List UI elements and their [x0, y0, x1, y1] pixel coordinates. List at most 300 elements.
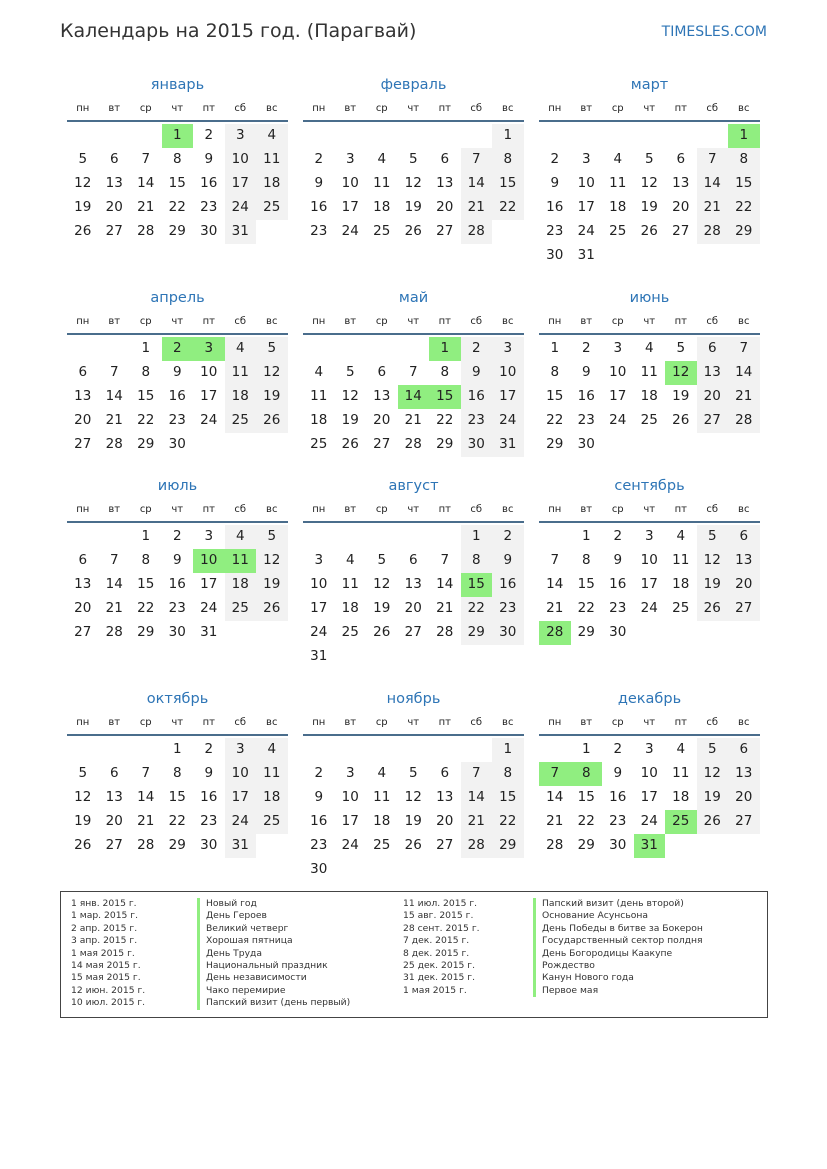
- day-cell: 2: [204, 741, 214, 757]
- legend-line: 2 апр. 2015 г.: [71, 922, 138, 934]
- day-cell: 8: [461, 549, 493, 573]
- day-cell: 29: [168, 837, 186, 853]
- day-cell: 21: [436, 600, 454, 616]
- day-cell: 28: [105, 436, 123, 452]
- weekday-label: ср: [611, 103, 624, 114]
- day-cell: 21: [137, 199, 155, 215]
- day-cell: 30: [200, 837, 218, 853]
- day-cell: 14: [697, 172, 729, 196]
- day-cell: 29: [492, 834, 524, 858]
- weekday-label: вс: [738, 316, 750, 327]
- day-cell: 8: [141, 552, 151, 568]
- day-cell: 7: [141, 765, 151, 781]
- day-cell: 17: [225, 172, 257, 196]
- day-cell: 15: [168, 175, 186, 191]
- empty-cell: [335, 337, 367, 361]
- weekday-header: [67, 313, 288, 335]
- weekday-label: сб: [470, 316, 483, 327]
- day-cell: 27: [74, 624, 92, 640]
- day-cell: 12: [404, 175, 422, 191]
- weekday-label: пн: [548, 316, 562, 327]
- weekday-label: вс: [738, 103, 750, 114]
- month-name: апрель: [150, 290, 205, 306]
- month-name: сентябрь: [614, 478, 685, 494]
- weekday-label: вс: [502, 316, 514, 327]
- day-cell: 4: [676, 741, 686, 757]
- day-cell: 13: [74, 576, 92, 592]
- day-cell: 29: [577, 837, 595, 853]
- legend-line: Национальный праздник: [206, 960, 328, 972]
- day-cell: 26: [404, 837, 422, 853]
- month-8: [303, 471, 524, 669]
- day-cell: 5: [676, 340, 686, 356]
- day-cell: 17: [310, 600, 328, 616]
- empty-cell: [303, 337, 335, 361]
- weekday-label: вт: [344, 316, 357, 327]
- day-cell: 5: [408, 151, 418, 167]
- day-cell: 9: [172, 364, 182, 380]
- day-cell: 20: [373, 412, 391, 428]
- day-cell: 5: [408, 765, 418, 781]
- holiday-legend: [60, 891, 768, 1018]
- day-cell: 15: [168, 789, 186, 805]
- month-name: июль: [157, 478, 198, 494]
- day-cell: 1: [581, 741, 591, 757]
- day-cell: 23: [310, 837, 328, 853]
- month-name: январь: [150, 77, 205, 93]
- empty-cell: [571, 124, 603, 148]
- empty-cell: [539, 738, 571, 762]
- legend-line: 1 мая 2015 г.: [71, 947, 135, 959]
- day-cell: 5: [697, 738, 729, 762]
- weekday-label: вс: [266, 103, 278, 114]
- weekday-label: сб: [234, 504, 247, 515]
- day-cell: 16: [461, 385, 493, 409]
- day-cell: 14: [137, 175, 155, 191]
- day-cell: 25: [672, 600, 690, 616]
- day-cell: 29: [728, 220, 760, 244]
- day-cell: 26: [640, 223, 658, 239]
- day-cell: 28: [461, 220, 493, 244]
- empty-cell: [335, 738, 367, 762]
- day-cell: 7: [109, 364, 119, 380]
- day-cell: 18: [225, 573, 257, 597]
- day-cell: 2: [550, 151, 560, 167]
- month-name: май: [398, 290, 429, 306]
- legend-line: 7 дек. 2015 г.: [403, 935, 470, 947]
- empty-cell: [67, 738, 99, 762]
- day-cell: 18: [341, 600, 359, 616]
- day-cell: 2: [204, 127, 214, 143]
- weekday-label: вс: [502, 103, 514, 114]
- day-cell: 22: [137, 600, 155, 616]
- day-cell: 16: [200, 789, 218, 805]
- day-cell: 30: [492, 621, 524, 645]
- legend-dates-col-1: [71, 898, 145, 1010]
- day-cell: 3: [204, 528, 214, 544]
- day-cell: 17: [200, 388, 218, 404]
- day-cell: 10: [225, 148, 257, 172]
- holiday-day-cell: 25: [665, 810, 697, 834]
- legend-line: 14 мая 2015 г.: [71, 960, 141, 972]
- day-cell: 4: [377, 765, 387, 781]
- weekday-label: ср: [139, 316, 152, 327]
- day-cell: 19: [697, 786, 729, 810]
- holiday-day-cell: 1: [162, 124, 194, 148]
- weekday-label: сб: [470, 103, 483, 114]
- weekday-label: пн: [312, 504, 326, 515]
- day-cell: 3: [581, 151, 591, 167]
- weekday-label: ср: [375, 316, 388, 327]
- day-cell: 30: [168, 624, 186, 640]
- weekday-label: вс: [738, 717, 750, 728]
- day-cell: 24: [640, 600, 658, 616]
- empty-cell: [67, 337, 99, 361]
- weekday-label: чт: [171, 717, 184, 728]
- legend-line: Основание Асунсьона: [542, 910, 649, 922]
- day-cell: 24: [640, 813, 658, 829]
- empty-cell: [99, 525, 131, 549]
- day-cell: 8: [492, 762, 524, 786]
- weekday-header: [539, 100, 760, 122]
- day-cell: 16: [168, 388, 186, 404]
- day-cell: 8: [172, 151, 182, 167]
- holiday-day-cell: 10: [193, 549, 225, 573]
- weekday-label: сб: [706, 717, 719, 728]
- holiday-day-cell: 8: [571, 762, 603, 786]
- day-cell: 9: [492, 549, 524, 573]
- weekday-header: [303, 100, 524, 122]
- day-cell: 18: [609, 199, 627, 215]
- empty-cell: [665, 124, 697, 148]
- weekday-label: вт: [108, 717, 121, 728]
- day-cell: 15: [137, 388, 155, 404]
- empty-cell: [67, 124, 99, 148]
- day-cell: 24: [225, 810, 257, 834]
- day-cell: 5: [345, 364, 355, 380]
- day-cell: 16: [310, 813, 328, 829]
- day-cell: 27: [672, 223, 690, 239]
- day-cell: 13: [105, 175, 123, 191]
- day-cell: 19: [404, 813, 422, 829]
- day-cell: 13: [404, 576, 422, 592]
- weekday-header: [67, 100, 288, 122]
- holiday-day-cell: 15: [429, 385, 461, 409]
- day-cell: 18: [373, 199, 391, 215]
- day-cell: 20: [728, 786, 760, 810]
- day-cell: 4: [377, 151, 387, 167]
- day-cell: 1: [141, 340, 151, 356]
- weekday-label: чт: [407, 103, 420, 114]
- legend-line: Канун Нового года: [542, 972, 634, 984]
- day-cell: 26: [672, 412, 690, 428]
- day-cell: 3: [225, 738, 257, 762]
- day-cell: 20: [105, 199, 123, 215]
- day-cell: 9: [613, 552, 623, 568]
- day-cell: 28: [137, 223, 155, 239]
- legend-line: День Богородицы Каакупе: [542, 947, 673, 959]
- day-cell: 12: [341, 388, 359, 404]
- days-grid: [67, 523, 288, 645]
- empty-cell: [335, 525, 367, 549]
- weekday-label: вт: [108, 316, 121, 327]
- day-cell: 16: [546, 199, 564, 215]
- holiday-day-cell: 12: [665, 361, 697, 385]
- day-cell: 17: [341, 199, 359, 215]
- legend-names-col-1: [197, 898, 350, 1010]
- day-cell: 25: [609, 223, 627, 239]
- weekday-label: пн: [312, 316, 326, 327]
- empty-cell: [303, 738, 335, 762]
- legend-line: 31 дек. 2015 г.: [403, 972, 476, 984]
- weekday-label: пт: [438, 316, 451, 327]
- empty-cell: [461, 738, 493, 762]
- holiday-day-cell: 2: [162, 337, 194, 361]
- holiday-day-cell: 11: [225, 549, 257, 573]
- weekday-label: пн: [548, 717, 562, 728]
- days-grid: [539, 335, 760, 457]
- day-cell: 4: [676, 528, 686, 544]
- day-cell: 2: [492, 525, 524, 549]
- day-cell: 26: [341, 436, 359, 452]
- month-9: [539, 471, 760, 645]
- legend-line: День Труда: [206, 947, 263, 959]
- day-cell: 24: [341, 223, 359, 239]
- legend-line: 15 авг. 2015 г.: [403, 910, 474, 922]
- day-cell: 1: [461, 525, 493, 549]
- day-cell: 7: [461, 762, 493, 786]
- day-cell: 26: [697, 597, 729, 621]
- day-cell: 5: [78, 151, 88, 167]
- day-cell: 3: [314, 552, 324, 568]
- day-cell: 5: [78, 765, 88, 781]
- day-cell: 9: [204, 765, 214, 781]
- days-grid: [67, 122, 288, 244]
- day-cell: 13: [373, 388, 391, 404]
- empty-cell: [429, 124, 461, 148]
- weekday-label: вт: [580, 717, 593, 728]
- day-cell: 20: [728, 573, 760, 597]
- day-cell: 27: [105, 837, 123, 853]
- day-cell: 9: [581, 364, 591, 380]
- weekday-label: чт: [171, 103, 184, 114]
- day-cell: 31: [310, 648, 328, 664]
- month-4: [67, 283, 288, 457]
- day-cell: 21: [105, 600, 123, 616]
- day-cell: 5: [256, 525, 288, 549]
- days-grid: [67, 736, 288, 858]
- empty-cell: [130, 738, 162, 762]
- day-cell: 9: [550, 175, 560, 191]
- day-cell: 13: [728, 762, 760, 786]
- legend-line: 10 июл. 2015 г.: [71, 997, 146, 1009]
- day-cell: 8: [492, 148, 524, 172]
- day-cell: 26: [74, 223, 92, 239]
- day-cell: 8: [728, 148, 760, 172]
- day-cell: 2: [613, 741, 623, 757]
- day-cell: 4: [613, 151, 623, 167]
- day-cell: 25: [341, 624, 359, 640]
- days-grid: [303, 523, 524, 669]
- empty-cell: [366, 525, 398, 549]
- day-cell: 22: [168, 813, 186, 829]
- day-cell: 1: [141, 528, 151, 544]
- day-cell: 24: [310, 624, 328, 640]
- day-cell: 30: [461, 433, 493, 457]
- weekday-label: сб: [706, 316, 719, 327]
- day-cell: 20: [74, 600, 92, 616]
- empty-cell: [67, 525, 99, 549]
- day-cell: 29: [168, 223, 186, 239]
- day-cell: 28: [404, 436, 422, 452]
- weekday-label: пт: [674, 103, 687, 114]
- day-cell: 6: [440, 151, 450, 167]
- weekday-label: пн: [548, 504, 562, 515]
- weekday-label: пн: [76, 504, 90, 515]
- legend-line: Чако перемирие: [206, 984, 286, 996]
- day-cell: 2: [172, 528, 182, 544]
- weekday-label: пн: [76, 717, 90, 728]
- day-cell: 11: [373, 175, 391, 191]
- day-cell: 5: [256, 337, 288, 361]
- day-cell: 22: [546, 412, 564, 428]
- day-cell: 6: [728, 738, 760, 762]
- day-cell: 1: [581, 528, 591, 544]
- day-cell: 7: [408, 364, 418, 380]
- holiday-day-cell: 3: [193, 337, 225, 361]
- day-cell: 21: [728, 385, 760, 409]
- day-cell: 30: [200, 223, 218, 239]
- day-cell: 18: [672, 576, 690, 592]
- legend-line: 15 мая 2015 г.: [71, 972, 141, 984]
- day-cell: 15: [492, 786, 524, 810]
- legend-line: 8 дек. 2015 г.: [403, 947, 470, 959]
- weekday-header: [67, 501, 288, 523]
- day-cell: 17: [577, 199, 595, 215]
- day-cell: 24: [577, 223, 595, 239]
- day-cell: 18: [256, 786, 288, 810]
- day-cell: 8: [550, 364, 560, 380]
- month-name: февраль: [380, 77, 447, 93]
- legend-line: 25 дек. 2015 г.: [403, 960, 476, 972]
- day-cell: 27: [728, 597, 760, 621]
- days-grid: [67, 335, 288, 457]
- month-10: [67, 684, 288, 858]
- day-cell: 23: [461, 409, 493, 433]
- day-cell: 2: [314, 765, 324, 781]
- day-cell: 14: [461, 172, 493, 196]
- day-cell: 10: [341, 175, 359, 191]
- weekday-label: пт: [202, 717, 215, 728]
- day-cell: 11: [640, 364, 658, 380]
- day-cell: 29: [546, 436, 564, 452]
- day-cell: 14: [546, 789, 564, 805]
- day-cell: 22: [728, 196, 760, 220]
- day-cell: 1: [492, 124, 524, 148]
- day-cell: 31: [225, 220, 257, 244]
- weekday-label: чт: [643, 316, 656, 327]
- day-cell: 6: [728, 525, 760, 549]
- day-cell: 1: [172, 741, 182, 757]
- day-cell: 26: [697, 810, 729, 834]
- day-cell: 12: [697, 549, 729, 573]
- legend-line: Папский визит (день второй): [542, 898, 684, 909]
- day-cell: 17: [341, 813, 359, 829]
- day-cell: 11: [225, 361, 257, 385]
- day-cell: 10: [310, 576, 328, 592]
- day-cell: 3: [644, 741, 654, 757]
- weekday-label: вс: [266, 504, 278, 515]
- day-cell: 3: [345, 765, 355, 781]
- legend-line: 1 мар. 2015 г.: [71, 910, 139, 922]
- weekday-label: вт: [344, 717, 357, 728]
- weekday-label: сб: [234, 316, 247, 327]
- day-cell: 28: [105, 624, 123, 640]
- day-cell: 13: [672, 175, 690, 191]
- day-cell: 3: [613, 340, 623, 356]
- day-cell: 10: [225, 762, 257, 786]
- weekday-label: пн: [312, 103, 326, 114]
- weekday-label: сб: [706, 103, 719, 114]
- empty-cell: [461, 124, 493, 148]
- day-cell: 15: [492, 172, 524, 196]
- legend-names-col-2: [533, 898, 703, 997]
- days-grid: [539, 736, 760, 858]
- day-cell: 24: [200, 600, 218, 616]
- day-cell: 22: [436, 412, 454, 428]
- day-cell: 21: [697, 196, 729, 220]
- day-cell: 31: [492, 433, 524, 457]
- day-cell: 16: [609, 789, 627, 805]
- day-cell: 6: [109, 765, 119, 781]
- day-cell: 8: [141, 364, 151, 380]
- weekday-label: пт: [674, 316, 687, 327]
- weekday-label: ср: [139, 717, 152, 728]
- day-cell: 17: [640, 789, 658, 805]
- empty-cell: [99, 337, 131, 361]
- legend-dates-col-2: [403, 898, 480, 997]
- day-cell: 23: [492, 597, 524, 621]
- day-cell: 19: [256, 385, 288, 409]
- day-cell: 31: [225, 834, 257, 858]
- legend-line: Папский визит (день первый): [206, 997, 351, 1009]
- day-cell: 3: [492, 337, 524, 361]
- day-cell: 7: [728, 337, 760, 361]
- day-cell: 6: [78, 552, 88, 568]
- month-2: [303, 70, 524, 244]
- day-cell: 22: [577, 813, 595, 829]
- day-cell: 17: [200, 576, 218, 592]
- weekday-label: пт: [674, 717, 687, 728]
- brand-link[interactable]: TIMESLES.COM: [661, 24, 767, 40]
- day-cell: 30: [310, 861, 328, 877]
- empty-cell: [99, 738, 131, 762]
- day-cell: 16: [168, 576, 186, 592]
- day-cell: 22: [168, 199, 186, 215]
- weekday-label: чт: [643, 717, 656, 728]
- day-cell: 14: [546, 576, 564, 592]
- weekday-label: сб: [470, 717, 483, 728]
- weekday-label: вт: [344, 504, 357, 515]
- day-cell: 21: [461, 810, 493, 834]
- day-cell: 19: [74, 199, 92, 215]
- holiday-day-cell: 7: [539, 762, 571, 786]
- weekday-label: ср: [375, 717, 388, 728]
- day-cell: 20: [697, 385, 729, 409]
- day-cell: 23: [609, 813, 627, 829]
- weekday-label: чт: [643, 504, 656, 515]
- month-name: август: [388, 478, 439, 494]
